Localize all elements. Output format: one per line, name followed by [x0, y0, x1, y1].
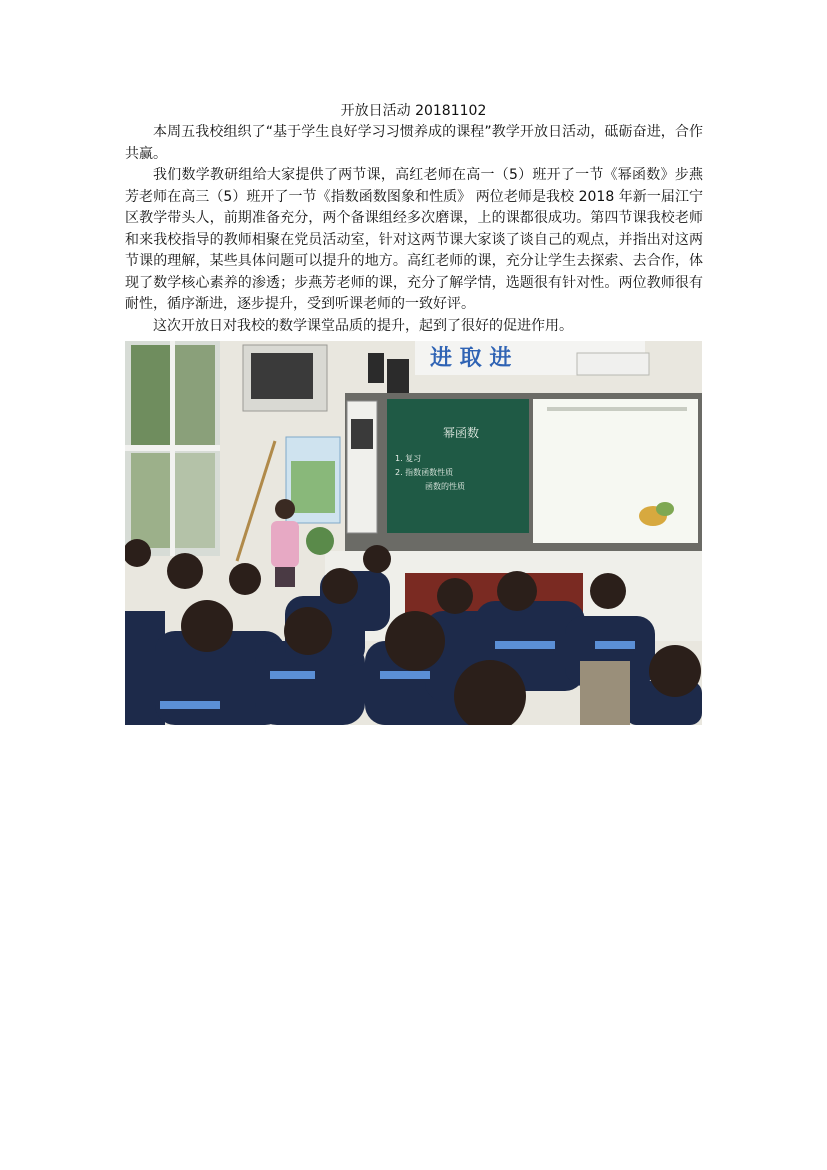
- blackboard-line-3: 函数的性质: [425, 482, 465, 491]
- paragraph-intro: 本周五我校组织了“基于学生良好学习习惯养成的课程”教学开放日活动，砥砺奋进，合作共赢。: [125, 124, 703, 162]
- classroom-photo: [125, 341, 702, 725]
- blackboard-line-2: 2. 指数函数性质: [395, 468, 454, 477]
- blackboard-line-1: 1. 复习: [395, 454, 422, 463]
- classroom-photo-illustration: [125, 341, 702, 725]
- banner-text: 进 取 进: [430, 346, 512, 371]
- blackboard-title: 幂函数: [443, 426, 480, 440]
- document-title: 开放日活动 20181102: [340, 103, 487, 119]
- document-body: [125, 122, 703, 337]
- paragraph-details: 我们数学教研组给大家提供了两节课，高红老师在高一（5）班开了一节《幂函数》步燕芳老师在高三（5）班开了一节《指数函数图象和性质》 两位老师是我校 2018 年新一届江宁区教学带头人，前期准备充分，两个备课组经多次磨课，上的课都很成功。第四节课我校老师和来我校指导的教师相聚在党员活动室，针对这两节课大家谈了谈自己的观点，并指出对这两节课的理解，某些具体问题可以提升的地方。高红老师的课，充分让学生去探索、去合作，体现了数学核心素养的渗透；步燕芳老师的课，充分了解学情，选题很有针对性。两位教师很有耐性，循序渐进，逐步提升，受到听课老师的一致好评。: [125, 167, 703, 312]
- paragraph-conclusion: 这次开放日对我校的数学课堂品质的提升，起到了很好的促进作用。: [153, 317, 573, 334]
